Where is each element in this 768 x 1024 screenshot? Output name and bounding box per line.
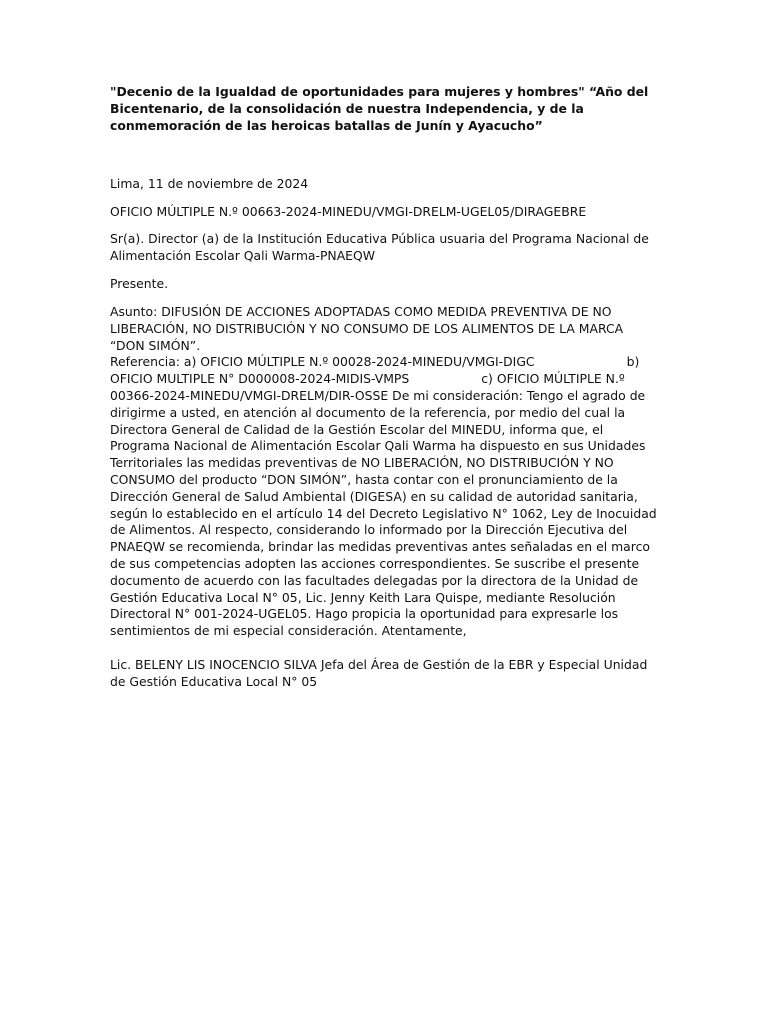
recipient: Sr(a). Director (a) de la Institución Educativa Pública usuaria del Programa Nacional de Alimentación Escolar Qali Warma-PNAEQW	[110, 231, 649, 263]
oficio-number: OFICIO MÚLTIPLE N.º 00663-2024-MINEDU/VMGI-DRELM-UGEL05/DIRAGEBRE	[110, 204, 587, 219]
signature: Lic. BELENY LIS INOCENCIO SILVA Jefa del Área de Gestión de la EBR y Especial Unidad de Gestión Educativa Local N° 05	[110, 657, 648, 689]
body-content: De mi consideración: Tengo el agrado de dirigirme a usted, en atención al documento de la referencia, por medio del cual la Directora General de Calidad de la Gestión Escolar del MINEDU, informa que, el Programa Nacional de Alimentación Escolar Qali Warma ha dispuesto en sus Unidades Territoriales las medidas preventivas de NO LIBERACIÓN, NO DISTRIBUCIÓN Y NO CONSUMO del producto “DON SIMÓN”, hasta contar con el pronunciamiento de la Dirección General de Salud Ambiental (DIGESA) en su calidad de autoridad sanitaria, según lo establecido en el artículo 14 del Decreto Legislativo N° 1062, Ley de Inocuidad de Alimentos. Al respecto, considerando lo informado por la Dirección Ejecutiva del PNAEQW se recomienda, brindar las medidas preventivas antes señaladas en el marco de sus competencias adopten las acciones correspondientes. Se suscribe el presente documento de acuerdo con las facultades delegadas por la directora de la Unidad de Gestión Educativa Local N° 05, Lic. Jenny Keith Lara Quispe, mediante Resolución Directoral N° 001-2024-UGEL05. Hago propicia la oportunidad para expresarle los sentimientos de mi especial consideración. Atentamente,	[110, 387, 657, 639]
reference-c: c) OFICIO MÚLTIPLE N.º 00366-2024-MINEDU/VMGI-DRELM/DIR-OSSE	[110, 371, 625, 403]
subject: Asunto: DIFUSIÓN DE ACCIONES ADOPTADAS COMO MEDIDA PREVENTIVA DE NO LIBERACIÓN, NO DISTRIBUCIÓN Y NO CONSUMO DE LOS ALIMENTOS DE LA MARCA “DON SIMÓN”.	[110, 304, 624, 353]
document-body	[110, 304, 658, 640]
document-date: Lima, 11 de noviembre de 2024	[110, 176, 309, 191]
greeting: Presente.	[110, 276, 169, 291]
document-page	[110, 84, 658, 689]
reference-a: Referencia: a) OFICIO MÚLTIPLE N.º 00028-2024-MINEDU/VMGI-DIGC	[110, 354, 535, 370]
reference-b: b) OFICIO MULTIPLE N° D000008-2024-MIDIS-VMPS	[110, 354, 640, 387]
document-header: "Decenio de la Igualdad de oportunidades para mujeres y hombres" “Año del Bicentenario, de la consolidación de nuestra Independencia, y de la conmemoración de las heroicas batallas de Junín y Ayacucho”	[110, 84, 649, 133]
